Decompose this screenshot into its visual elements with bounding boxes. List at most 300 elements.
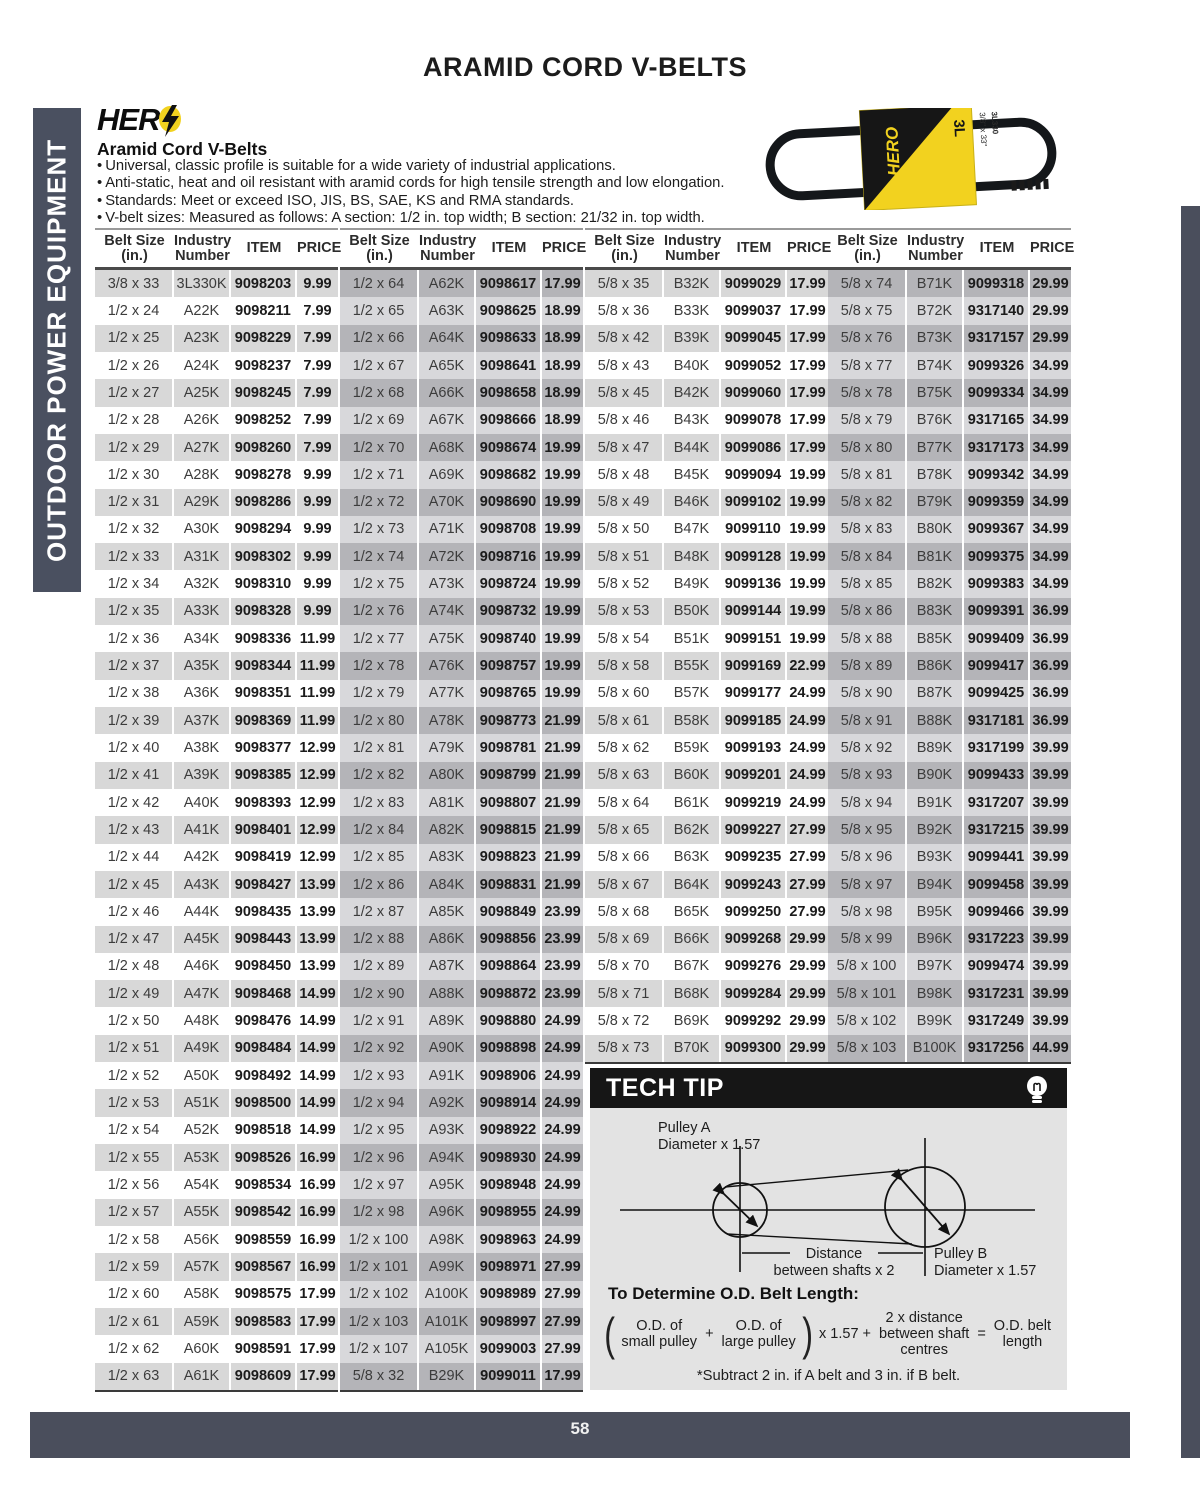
table-row: [585, 543, 828, 570]
item-cell: 9098427: [231, 871, 295, 898]
table-row: [340, 762, 583, 789]
belt-size-cell: 5/8 x 95: [828, 816, 905, 843]
belt-size-cell: 5/8 x 70: [585, 953, 662, 980]
item-cell: 9098518: [231, 1117, 295, 1144]
item-cell: 9099011: [476, 1363, 540, 1390]
industry-number-cell: A45K: [174, 926, 229, 953]
table-header-row: [340, 228, 587, 270]
price-cell: 24.99: [542, 1035, 583, 1062]
price-cell: 17.99: [787, 434, 828, 461]
price-cell: 16.99: [297, 1171, 338, 1198]
table-row: [585, 816, 828, 843]
industry-number-cell: A52K: [174, 1117, 229, 1144]
industry-number-cell: A33K: [174, 598, 229, 625]
belt-size-cell: 5/8 x 89: [828, 652, 905, 679]
item-cell: 9098229: [231, 325, 295, 352]
price-cell: 29.99: [787, 980, 828, 1007]
table-row: [340, 461, 583, 488]
industry-number-cell: A73K: [419, 570, 474, 597]
belt-size-cell: 1/2 x 46: [95, 898, 172, 925]
industry-number-cell: B50K: [664, 598, 719, 625]
price-cell: 22.99: [787, 652, 828, 679]
item-cell: 9099367: [964, 516, 1028, 543]
industry-number-cell: B82K: [907, 570, 962, 597]
industry-number-cell: B95K: [907, 898, 962, 925]
belt-size-cell: 1/2 x 57: [95, 1199, 172, 1226]
item-cell: 9099219: [721, 789, 785, 816]
industry-number-cell: A67K: [419, 407, 474, 434]
column-header: PRICE: [542, 240, 587, 256]
table-row: [585, 516, 828, 543]
item-cell: 9098393: [231, 789, 295, 816]
item-cell: 9317215: [964, 816, 1028, 843]
table-row: [828, 816, 1071, 843]
item-cell: 9098500: [231, 1089, 295, 1116]
industry-number-cell: B33K: [664, 297, 719, 324]
industry-number-cell: B66K: [664, 926, 719, 953]
belt-size-cell: 1/2 x 77: [340, 625, 417, 652]
table-row: [828, 762, 1071, 789]
price-cell: 11.99: [297, 652, 338, 679]
industry-number-cell: B69K: [664, 1007, 719, 1034]
table-row: [585, 625, 828, 652]
table-row: [828, 379, 1071, 406]
belt-size-cell: 1/2 x 64: [340, 270, 417, 297]
belt-size-cell: 1/2 x 26: [95, 352, 172, 379]
item-cell: 9099045: [721, 325, 785, 352]
belt-size-cell: 1/2 x 48: [95, 953, 172, 980]
industry-number-cell: B48K: [664, 543, 719, 570]
item-cell: 9098542: [231, 1199, 295, 1226]
industry-number-cell: B45K: [664, 461, 719, 488]
industry-number-cell: A74K: [419, 598, 474, 625]
item-cell: 9098468: [231, 980, 295, 1007]
table-row: [828, 1007, 1071, 1034]
price-cell: 9.99: [297, 543, 338, 570]
industry-number-cell: B78K: [907, 461, 962, 488]
table-row: [340, 734, 583, 761]
industry-number-cell: A64K: [419, 325, 474, 352]
item-cell: 9098419: [231, 844, 295, 871]
item-cell: 9098971: [476, 1253, 540, 1280]
item-cell: 9098898: [476, 1035, 540, 1062]
industry-number-cell: B91K: [907, 789, 962, 816]
table-row: [585, 980, 828, 1007]
table-row: [340, 1117, 583, 1144]
price-cell: 17.99: [787, 379, 828, 406]
price-cell: 11.99: [297, 707, 338, 734]
belt-size-cell: 1/2 x 73: [340, 516, 417, 543]
belt-size-cell: 3/8 x 33: [95, 270, 172, 297]
table-row: [340, 1199, 583, 1226]
industry-number-cell: B92K: [907, 816, 962, 843]
industry-number-cell: A78K: [419, 707, 474, 734]
price-cell: 18.99: [542, 297, 583, 324]
item-cell: 9098823: [476, 844, 540, 871]
industry-number-cell: B46K: [664, 489, 719, 516]
table-row: [340, 625, 583, 652]
feature-bullet: • Standards: Meet or exceed ISO, JIS, BS, SAE, KS and RMA standards.: [97, 193, 757, 210]
industry-number-cell: B80K: [907, 516, 962, 543]
industry-number-cell: A90K: [419, 1035, 474, 1062]
belt-size-cell: 1/2 x 96: [340, 1144, 417, 1171]
table-row: [585, 734, 828, 761]
feature-bullet: • Anti-static, heat and oil resistant with aramid cords for high tensile strength and low elongation.: [97, 175, 757, 192]
price-cell: 17.99: [297, 1363, 338, 1390]
item-cell: 9098757: [476, 652, 540, 679]
belt-size-cell: 1/2 x 62: [95, 1335, 172, 1362]
table-row: [340, 816, 583, 843]
table-row: [340, 953, 583, 980]
belt-size-cell: 1/2 x 67: [340, 352, 417, 379]
price-cell: 19.99: [787, 625, 828, 652]
price-cell: 34.99: [1030, 352, 1071, 379]
price-cell: 16.99: [297, 1226, 338, 1253]
belt-size-cell: 5/8 x 64: [585, 789, 662, 816]
large-pulley-term: O.D. of large pulley: [721, 1318, 796, 1350]
industry-number-cell: B29K: [419, 1363, 474, 1390]
belt-size-cell: 5/8 x 91: [828, 707, 905, 734]
item-cell: 9099029: [721, 270, 785, 297]
price-cell: 27.99: [787, 844, 828, 871]
belt-size-cell: 5/8 x 73: [585, 1035, 662, 1062]
industry-number-cell: B32K: [664, 270, 719, 297]
industry-number-cell: A105K: [419, 1335, 474, 1362]
item-cell: 9099151: [721, 625, 785, 652]
price-cell: 21.99: [542, 816, 583, 843]
table-row: [95, 1007, 338, 1034]
price-cell: 12.99: [297, 844, 338, 871]
page-edge-band: [1181, 206, 1200, 1458]
industry-number-cell: A30K: [174, 516, 229, 543]
industry-number-cell: B40K: [664, 352, 719, 379]
belt-size-cell: 5/8 x 96: [828, 844, 905, 871]
price-cell: 17.99: [542, 270, 583, 297]
table-row: [585, 953, 828, 980]
belt-size-cell: 5/8 x 90: [828, 680, 905, 707]
belt-size-cell: 1/2 x 82: [340, 762, 417, 789]
item-cell: 9098591: [231, 1335, 295, 1362]
belt-size-cell: 5/8 x 42: [585, 325, 662, 352]
price-cell: 29.99: [787, 1035, 828, 1062]
item-cell: 9317199: [964, 734, 1028, 761]
item-cell: 9099425: [964, 680, 1028, 707]
price-cell: 24.99: [542, 1117, 583, 1144]
industry-number-cell: A89K: [419, 1007, 474, 1034]
item-cell: 9098328: [231, 598, 295, 625]
industry-number-cell: B74K: [907, 352, 962, 379]
table-row: [340, 1035, 583, 1062]
price-cell: 14.99: [297, 1062, 338, 1089]
pulley-b-label-line2: Diameter x 1.57: [934, 1263, 1037, 1279]
industry-number-cell: B58K: [664, 707, 719, 734]
price-cell: 18.99: [542, 407, 583, 434]
table-row: [828, 407, 1071, 434]
belt-size-cell: 5/8 x 51: [585, 543, 662, 570]
item-cell: 9098708: [476, 516, 540, 543]
industry-number-cell: A62K: [419, 270, 474, 297]
price-cell: 17.99: [297, 1308, 338, 1335]
item-cell: 9099250: [721, 898, 785, 925]
equals-operator: =: [977, 1326, 986, 1342]
belt-size-cell: 1/2 x 40: [95, 734, 172, 761]
item-cell: 9099292: [721, 1007, 785, 1034]
table-row: [95, 543, 338, 570]
table-row: [828, 652, 1071, 679]
column-header: Industry Number: [174, 232, 232, 264]
belt-size-cell: 5/8 x 72: [585, 1007, 662, 1034]
table-row: [585, 270, 828, 297]
belt-size-cell: 1/2 x 69: [340, 407, 417, 434]
item-cell: 9098963: [476, 1226, 540, 1253]
table-row: [828, 352, 1071, 379]
table-row: [340, 1281, 583, 1308]
table-row: [585, 1007, 828, 1034]
price-cell: 24.99: [787, 789, 828, 816]
price-cell: 24.99: [787, 762, 828, 789]
industry-number-cell: B72K: [907, 297, 962, 324]
item-cell: 9098633: [476, 325, 540, 352]
table-row: [585, 297, 828, 324]
feature-bullet: • Universal, classic profile is suitable for a wide variety of industrial applications.: [97, 158, 757, 175]
table-row: [828, 270, 1071, 297]
industry-number-cell: B87K: [907, 680, 962, 707]
price-cell: 14.99: [297, 1089, 338, 1116]
item-cell: 9098534: [231, 1171, 295, 1198]
price-cell: 17.99: [297, 1281, 338, 1308]
belt-size-cell: 5/8 x 62: [585, 734, 662, 761]
table-row: [585, 352, 828, 379]
price-cell: 29.99: [1030, 325, 1071, 352]
item-cell: 9098989: [476, 1281, 540, 1308]
hero-logo: [97, 104, 183, 140]
belt-size-cell: 1/2 x 27: [95, 379, 172, 406]
price-cell: 27.99: [787, 816, 828, 843]
industry-number-cell: B98K: [907, 980, 962, 1007]
belt-size-cell: 5/8 x 98: [828, 898, 905, 925]
price-cell: 24.99: [542, 1171, 583, 1198]
industry-number-cell: B43K: [664, 407, 719, 434]
item-cell: 9098575: [231, 1281, 295, 1308]
industry-number-cell: B44K: [664, 434, 719, 461]
industry-number-cell: B83K: [907, 598, 962, 625]
column-header: Belt Size (in.): [837, 232, 898, 264]
industry-number-cell: A36K: [174, 680, 229, 707]
item-cell: 9317223: [964, 926, 1028, 953]
table-row: [95, 762, 338, 789]
belt-size-cell: 5/8 x 35: [585, 270, 662, 297]
belt-size-cell: 1/2 x 31: [95, 489, 172, 516]
belt-size-cell: 1/2 x 39: [95, 707, 172, 734]
pulley-a-label-line1: Pulley A: [658, 1120, 711, 1136]
item-cell: 9317231: [964, 980, 1028, 1007]
item-cell: 9099409: [964, 625, 1028, 652]
item-cell: 9098781: [476, 734, 540, 761]
belt-size-cell: 1/2 x 24: [95, 297, 172, 324]
belt-price-table-1: [95, 228, 342, 1392]
industry-number-cell: B51K: [664, 625, 719, 652]
item-cell: 9099235: [721, 844, 785, 871]
table-row: [340, 598, 583, 625]
price-cell: 34.99: [1030, 407, 1071, 434]
item-cell: 9098302: [231, 543, 295, 570]
price-cell: 36.99: [1030, 680, 1071, 707]
item-cell: 9099383: [964, 570, 1028, 597]
price-cell: 9.99: [297, 461, 338, 488]
table-row: [95, 1117, 338, 1144]
belt-size-cell: 1/2 x 30: [95, 461, 172, 488]
table-row: [340, 1335, 583, 1362]
item-cell: 9098849: [476, 898, 540, 925]
table-row: [828, 434, 1071, 461]
price-cell: 36.99: [1030, 707, 1071, 734]
price-cell: 17.99: [787, 297, 828, 324]
industry-number-cell: A96K: [419, 1199, 474, 1226]
item-cell: 9098856: [476, 926, 540, 953]
table-row: [95, 1199, 338, 1226]
tech-tip-header-bar: [590, 1068, 1067, 1108]
price-cell: 39.99: [1030, 871, 1071, 898]
item-cell: 9098765: [476, 680, 540, 707]
belt-size-cell: 5/8 x 60: [585, 680, 662, 707]
table-row: [340, 325, 583, 352]
price-cell: 13.99: [297, 898, 338, 925]
table-row: [95, 816, 338, 843]
column-header: Belt Size (in.): [104, 232, 165, 264]
item-cell: 9098690: [476, 489, 540, 516]
table-row: [95, 871, 338, 898]
belt-size-cell: 1/2 x 101: [340, 1253, 417, 1280]
price-cell: 39.99: [1030, 1007, 1071, 1034]
lightbulb-icon: [1021, 1074, 1053, 1108]
table-row: [828, 325, 1071, 352]
item-cell: 9098401: [231, 816, 295, 843]
item-cell: 9098385: [231, 762, 295, 789]
belt-size-cell: 1/2 x 56: [95, 1171, 172, 1198]
price-cell: 36.99: [1030, 625, 1071, 652]
industry-number-cell: B67K: [664, 953, 719, 980]
table-row: [340, 1089, 583, 1116]
label-code-text: 3L330: [989, 111, 1000, 135]
item-cell: 9098351: [231, 680, 295, 707]
industry-number-cell: B94K: [907, 871, 962, 898]
item-cell: 9099466: [964, 898, 1028, 925]
belt-size-cell: 1/2 x 61: [95, 1308, 172, 1335]
table-row: [95, 270, 338, 297]
item-cell: 9099003: [476, 1335, 540, 1362]
item-cell: 9098450: [231, 953, 295, 980]
price-cell: 12.99: [297, 734, 338, 761]
price-cell: 24.99: [542, 1007, 583, 1034]
industry-number-cell: A70K: [419, 489, 474, 516]
price-cell: 19.99: [542, 543, 583, 570]
belt-size-cell: 1/2 x 86: [340, 871, 417, 898]
price-cell: 24.99: [787, 707, 828, 734]
table-row: [95, 1171, 338, 1198]
table-row: [585, 434, 828, 461]
belt-size-cell: 1/2 x 102: [340, 1281, 417, 1308]
belt-size-cell: 1/2 x 45: [95, 871, 172, 898]
price-cell: 14.99: [297, 1117, 338, 1144]
belt-size-cell: 5/8 x 66: [585, 844, 662, 871]
industry-number-cell: B88K: [907, 707, 962, 734]
belt-size-cell: 5/8 x 88: [828, 625, 905, 652]
industry-number-cell: A93K: [419, 1117, 474, 1144]
price-cell: 24.99: [542, 1089, 583, 1116]
belt-size-cell: 1/2 x 37: [95, 652, 172, 679]
table-row: [585, 871, 828, 898]
belt-size-cell: 1/2 x 81: [340, 734, 417, 761]
item-cell: 9099094: [721, 461, 785, 488]
table-row: [585, 570, 828, 597]
price-cell: 29.99: [1030, 297, 1071, 324]
item-cell: 9098682: [476, 461, 540, 488]
industry-number-cell: A63K: [419, 297, 474, 324]
belt-size-cell: 1/2 x 68: [340, 379, 417, 406]
industry-number-cell: B97K: [907, 953, 962, 980]
industry-number-cell: A94K: [419, 1144, 474, 1171]
table-row: [95, 652, 338, 679]
industry-number-cell: B59K: [664, 734, 719, 761]
industry-number-cell: A71K: [419, 516, 474, 543]
industry-number-cell: B85K: [907, 625, 962, 652]
industry-number-cell: 3L330K: [174, 270, 229, 297]
item-cell: 9099052: [721, 352, 785, 379]
table-row: [340, 1144, 583, 1171]
industry-number-cell: B76K: [907, 407, 962, 434]
price-cell: 24.99: [542, 1226, 583, 1253]
price-cell: 27.99: [787, 871, 828, 898]
price-cell: 39.99: [1030, 762, 1071, 789]
price-cell: 21.99: [542, 789, 583, 816]
table-row: [585, 598, 828, 625]
price-cell: 9.99: [297, 270, 338, 297]
belt-size-cell: 5/8 x 52: [585, 570, 662, 597]
belt-size-cell: 1/2 x 51: [95, 1035, 172, 1062]
industry-number-cell: B77K: [907, 434, 962, 461]
price-cell: 19.99: [542, 652, 583, 679]
column-header: PRICE: [787, 240, 832, 256]
item-cell: 9099474: [964, 953, 1028, 980]
industry-number-cell: A75K: [419, 625, 474, 652]
belt-size-cell: 1/2 x 66: [340, 325, 417, 352]
price-cell: 29.99: [787, 926, 828, 953]
belt-size-cell: 1/2 x 36: [95, 625, 172, 652]
industry-number-cell: A50K: [174, 1062, 229, 1089]
table-row: [340, 871, 583, 898]
belt-size-cell: 5/8 x 58: [585, 652, 662, 679]
pulley-a-label-line2: Diameter x 1.57: [658, 1137, 761, 1153]
item-cell: 9317173: [964, 434, 1028, 461]
close-paren: ): [802, 1308, 813, 1360]
item-cell: 9098773: [476, 707, 540, 734]
table-row: [585, 762, 828, 789]
item-cell: 9099185: [721, 707, 785, 734]
price-cell: 39.99: [1030, 734, 1071, 761]
belt-size-cell: 5/8 x 94: [828, 789, 905, 816]
price-cell: 17.99: [787, 270, 828, 297]
price-cell: 24.99: [787, 680, 828, 707]
belt-size-cell: 1/2 x 83: [340, 789, 417, 816]
price-cell: 19.99: [787, 543, 828, 570]
belt-size-cell: 1/2 x 34: [95, 570, 172, 597]
item-cell: 9099458: [964, 871, 1028, 898]
price-cell: 18.99: [542, 379, 583, 406]
belt-size-cell: 5/8 x 99: [828, 926, 905, 953]
table-row: [340, 407, 583, 434]
column-header: Industry Number: [419, 232, 477, 264]
hero-logo-text: HER: [97, 102, 160, 137]
